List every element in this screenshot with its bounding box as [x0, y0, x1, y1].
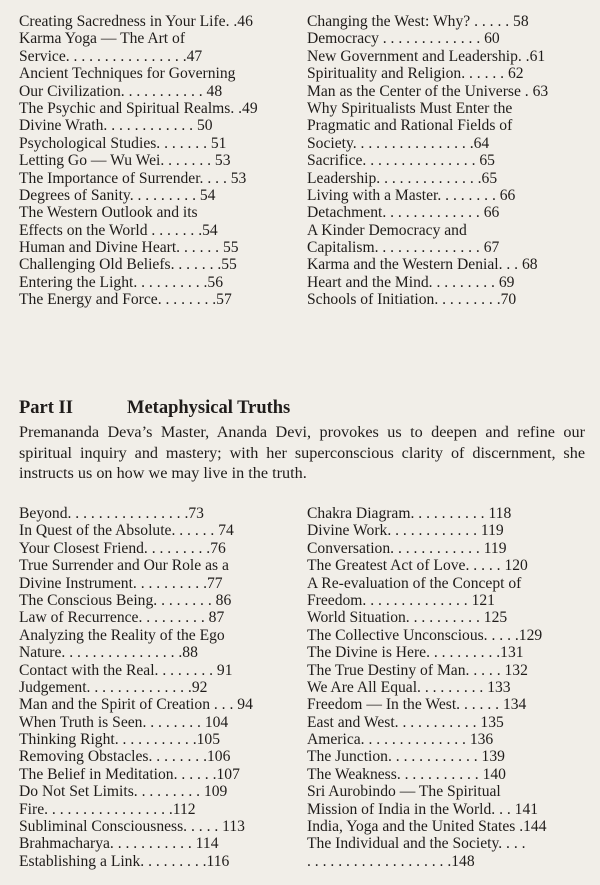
toc-entry: Contact with the Real. . . . . . . . 91	[19, 661, 233, 679]
toc-column-left	[19, 505, 294, 870]
toc-entry: In Quest of the Absolute. . . . . . 74	[19, 522, 234, 540]
toc-entry: Why Spiritualists Must Enter the	[307, 99, 513, 117]
toc-entry: Divine Wrath. . . . . . . . . . . . 50	[19, 117, 213, 135]
toc-entry: Conversation. . . . . . . . . . . . 119	[307, 539, 507, 557]
toc-entry: Society. . . . . . . . . . . . . . . .64	[307, 134, 490, 152]
toc-entry: Sacrifice. . . . . . . . . . . . . . . 65	[307, 152, 495, 170]
toc-entry: Human and Divine Heart. . . . . . 55	[19, 239, 239, 257]
toc-column-right	[307, 13, 583, 309]
toc-entry: Capitalism. . . . . . . . . . . . . . 67	[307, 239, 500, 257]
toc-entry: Degrees of Sanity. . . . . . . . . 54	[19, 186, 216, 204]
part-heading	[19, 397, 290, 419]
toc-entry: Beyond. . . . . . . . . . . . . . . .73	[19, 505, 204, 522]
toc-entry: India, Yoga and the United States .144	[307, 818, 547, 836]
toc-entry: The True Destiny of Man. . . . . 132	[307, 661, 528, 679]
toc-entry: We Are All Equal. . . . . . . . . 133	[307, 678, 511, 696]
toc-entry: The Conscious Being. . . . . . . . 86	[19, 591, 232, 609]
toc-entry: The Psychic and Spiritual Realms. .49	[19, 99, 258, 117]
toc-entry: The Divine is Here. . . . . . . . . .131	[307, 644, 524, 662]
toc-entry: New Government and Leadership. .61	[307, 47, 546, 65]
toc-entry: Pragmatic and Rational Fields of	[307, 117, 513, 135]
toc-entry: World Situation. . . . . . . . . . 125	[307, 609, 508, 627]
toc-entry: Freedom. . . . . . . . . . . . . . 121	[307, 591, 495, 609]
toc-entry: Establishing a Link. . . . . . . . .116	[19, 852, 230, 870]
toc-entry: The Importance of Surrender. . . . 53	[19, 169, 247, 187]
toc-column-left	[19, 13, 297, 309]
toc-entry: True Surrender and Our Role as a	[19, 557, 229, 575]
toc-entry: Effects on the World . . . . . . .54	[19, 221, 218, 239]
toc-entry: Karma and the Western Denial. . . 68	[307, 256, 538, 274]
toc-entry: Brahmacharya. . . . . . . . . . . 114	[19, 835, 219, 853]
toc-entry: A Kinder Democracy and	[307, 221, 467, 239]
toc-entry: Divine Work. . . . . . . . . . . . 119	[307, 522, 504, 540]
toc-entry: Mission of India in the World. . . 141	[307, 800, 539, 818]
toc-entry: Heart and the Mind. . . . . . . . . 69	[307, 273, 515, 291]
toc-entry: Creating Sacredness in Your Life. .46	[19, 13, 253, 30]
toc-entry: Freedom — In the West. . . . . . 134	[307, 696, 527, 714]
toc-entry: Removing Obstacles. . . . . . . .106	[19, 748, 231, 766]
toc-entry: Man and the Spirit of Creation . . . 94	[19, 696, 253, 714]
toc-entry: Spirituality and Religion. . . . . . 62	[307, 65, 524, 83]
toc-entry: Fire. . . . . . . . . . . . . . . . .112	[19, 800, 196, 818]
toc-entry: The Western Outlook and its	[19, 204, 198, 222]
toc-entry: Entering the Light. . . . . . . . . .56	[19, 273, 223, 291]
toc-entry: The Energy and Force. . . . . . . .57	[19, 291, 232, 309]
toc-entry: The Individual and the Society. . . .	[307, 835, 526, 853]
toc-entry: Subliminal Consciousness. . . . . 113	[19, 818, 245, 836]
toc-entry: The Junction. . . . . . . . . . . . 139	[307, 748, 505, 766]
toc-entry: The Collective Unconscious. . . . .129	[307, 626, 543, 644]
part-number: Part II	[19, 398, 73, 418]
toc-entry: Democracy . . . . . . . . . . . . . 60	[307, 30, 500, 48]
toc-entry: Law of Recurrence. . . . . . . . . 87	[19, 609, 225, 627]
toc-entry: The Weakness. . . . . . . . . . . 140	[307, 765, 506, 783]
toc-entry: Your Closest Friend. . . . . . . . .76	[19, 539, 226, 557]
toc-entry: Nature. . . . . . . . . . . . . . . .88	[19, 644, 198, 662]
toc-entry: Detachment. . . . . . . . . . . . . 66	[307, 204, 500, 222]
toc-column-right	[307, 505, 579, 870]
toc-entry: Divine Instrument. . . . . . . . . .77	[19, 574, 223, 592]
toc-entry: Chakra Diagram. . . . . . . . . . 118	[307, 505, 512, 522]
toc-entry: The Belief in Meditation. . . . . .107	[19, 765, 240, 783]
toc-entry: Leadership. . . . . . . . . . . . . .65	[307, 169, 498, 187]
toc-entry: Psychological Studies. . . . . . . 51	[19, 134, 227, 152]
toc-entry: . . . . . . . . . . . . . . . . . . .148	[307, 852, 475, 870]
toc-entry: Challenging Old Beliefs. . . . . . .55	[19, 256, 237, 274]
toc-entry: Analyzing the Reality of the Ego	[19, 626, 225, 644]
toc-entry: America. . . . . . . . . . . . . . 136	[307, 731, 494, 749]
toc-entry: Thinking Right. . . . . . . . . . .105	[19, 731, 220, 749]
toc-entry: Man as the Center of the Universe . 63	[307, 82, 549, 100]
toc-entry: A Re-evaluation of the Concept of	[307, 574, 522, 592]
toc-entry: Do Not Set Limits. . . . . . . . . 109	[19, 783, 228, 801]
toc-entry: Letting Go — Wu Wei. . . . . . . 53	[19, 152, 231, 170]
toc-entry: Living with a Master. . . . . . . . 66	[307, 186, 516, 204]
toc-entry: The Greatest Act of Love. . . . . 120	[307, 557, 528, 575]
toc-entry: Karma Yoga — The Art of	[19, 30, 186, 48]
toc-entry: Judgement. . . . . . . . . . . . . .92	[19, 678, 208, 696]
toc-entry: East and West. . . . . . . . . . . 135	[307, 713, 504, 731]
part-intro-paragraph: Premananda Deva’s Master, Ananda Devi, provokes us to deepen and refine our spiritual inquiry and mastery; with her superconscious clarity of discernment, she instructs us on how we may live in the truth.	[19, 423, 585, 482]
toc-entry: Sri Aurobindo — The Spiritual	[307, 783, 501, 801]
toc-entry: Changing the West: Why? . . . . . 58	[307, 13, 529, 30]
toc-entry: Service. . . . . . . . . . . . . . . .47	[19, 47, 203, 65]
toc-entry: Ancient Techniques for Governing	[19, 65, 236, 83]
toc-entry: When Truth is Seen. . . . . . . . 104	[19, 713, 229, 731]
part-title: Metaphysical Truths	[127, 398, 291, 418]
toc-entry: Schools of Initiation. . . . . . . . .70	[307, 291, 517, 309]
toc-entry: Our Civilization. . . . . . . . . . . 48	[19, 82, 223, 100]
